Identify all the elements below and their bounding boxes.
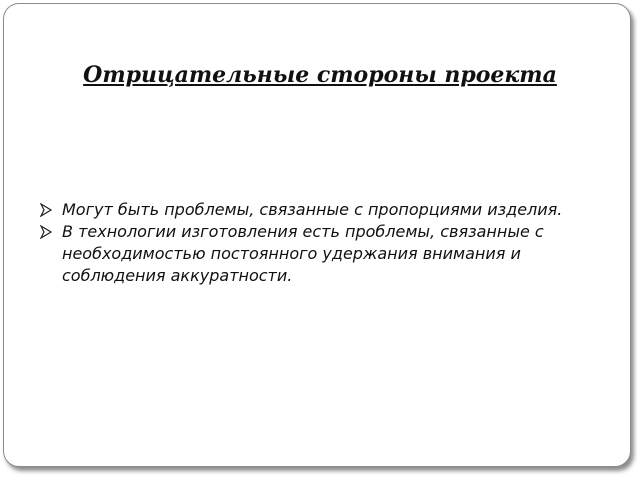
list-item <box>40 221 615 287</box>
arrow-bullet-icon <box>40 225 52 239</box>
bullet-list <box>40 199 615 287</box>
list-item <box>40 199 615 221</box>
slide-title: Отрицательные стороны проекта <box>83 62 557 88</box>
bullet-text: Могут быть проблемы, связанные с пропорциями изделия. <box>62 200 563 219</box>
arrow-bullet-icon <box>40 203 52 217</box>
bullet-text: В технологии изготовления есть проблемы, связанные с необходимостью постоянного удержания внимания и соблюдения аккуратности. <box>62 222 544 285</box>
